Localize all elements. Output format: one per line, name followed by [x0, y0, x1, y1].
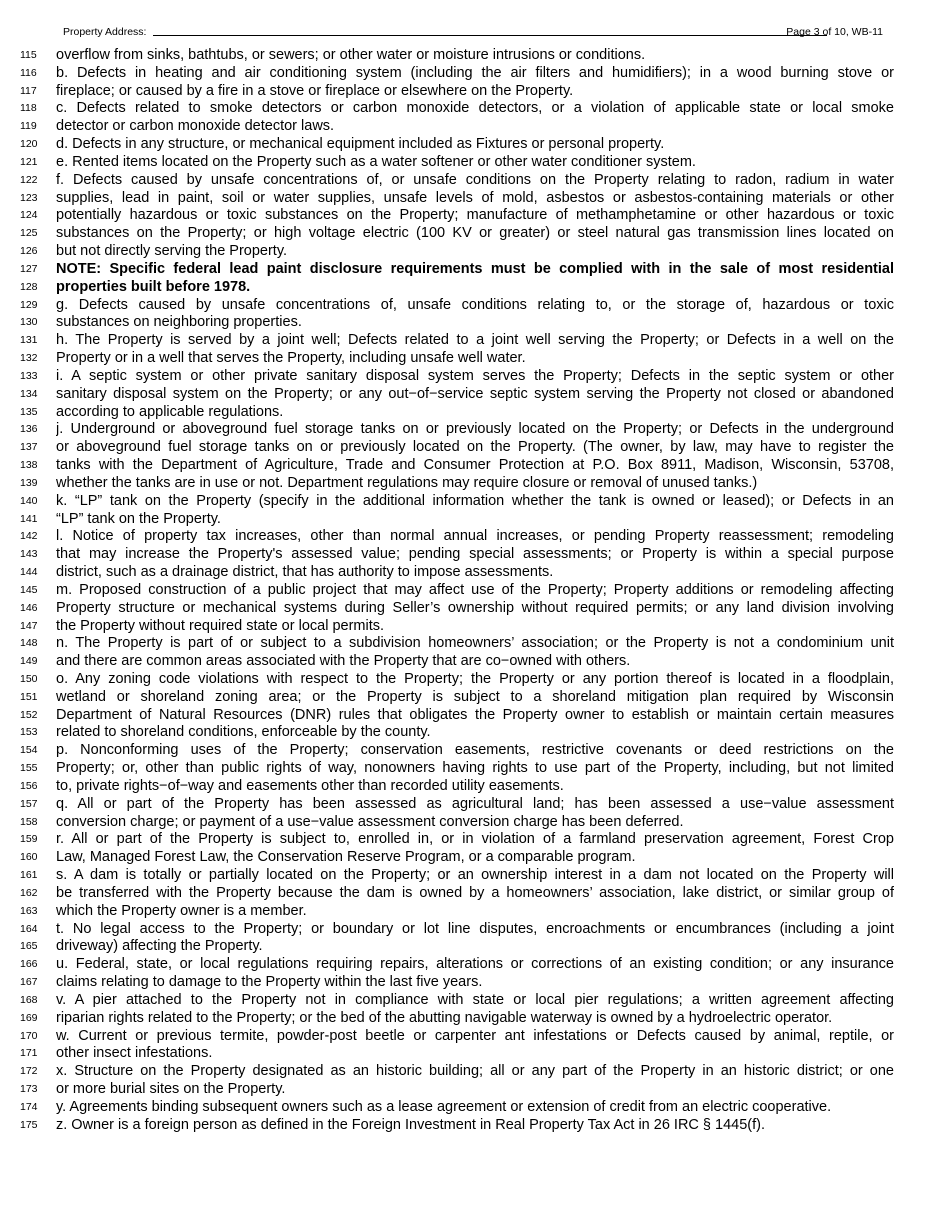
- document-line: [0, 225, 950, 243]
- document-line: [0, 154, 950, 172]
- line-number: 130: [20, 316, 38, 329]
- line-text: and there are common areas associated with the Property that are co−owned with others.: [56, 653, 631, 670]
- line-text: NOTE: Specific federal lead paint disclosure requirements must be complied with in the sale of most residential: [56, 260, 894, 277]
- document-line: [0, 1117, 950, 1135]
- document-line: [0, 582, 950, 600]
- document-line: [0, 707, 950, 725]
- document-line: [0, 172, 950, 190]
- line-text: Department of Natural Resources (DNR) rules that obligates the Property owner to establish or maintain certain measures: [56, 706, 894, 723]
- document-line: [0, 724, 950, 742]
- line-number: 161: [20, 869, 38, 882]
- line-text: e. Rented items located on the Property such as a water softener or other water conditioner system.: [56, 153, 696, 170]
- line-text: n. The Property is part of or subject to a subdivision homeowners’ association; or the Property is not a condominium unit: [56, 635, 894, 652]
- document-line: [0, 1028, 950, 1046]
- line-text: s. A dam is totally or partially located on the Property; or an ownership interest in a dam not located on the Property will: [56, 867, 894, 884]
- document-line: [0, 1063, 950, 1081]
- line-number: 146: [20, 601, 38, 614]
- line-number: 148: [20, 637, 38, 650]
- line-text: l. Notice of property tax increases, other than normal annual increases, or pending Property reassessment; remodeling: [56, 528, 894, 545]
- document-line: [0, 1010, 950, 1028]
- line-text: o. Any zoning code violations with respect to the Property; the Property or any portion thereof is located in a floodplain,: [56, 670, 894, 687]
- line-number: 129: [20, 298, 38, 311]
- document-line: [0, 100, 950, 118]
- line-text: i. A septic system or other private sanitary disposal system serves the Property; Defects in the septic system or other: [56, 367, 894, 384]
- line-text: g. Defects caused by unsafe concentrations of, unsafe conditions relating to, or the storage of, hazardous or toxic: [56, 296, 894, 313]
- property-address-label: Property Address:: [63, 26, 147, 38]
- line-number: 124: [20, 209, 38, 222]
- document-line: [0, 350, 950, 368]
- document-line: [0, 974, 950, 992]
- document-line: [0, 921, 950, 939]
- line-number: 126: [20, 245, 38, 258]
- line-text: district, such as a drainage district, that has authority to impose assessments.: [56, 564, 554, 581]
- line-text: Property or in a well that serves the Property, including unsafe well water.: [56, 350, 526, 367]
- line-number: 127: [20, 262, 38, 275]
- line-number: 164: [20, 922, 38, 935]
- line-text: h. The Property is served by a joint well; Defects related to a joint well serving the Property; or Defects in a well on the: [56, 332, 894, 349]
- line-number: 152: [20, 708, 38, 721]
- document-line: [0, 653, 950, 671]
- line-text: detector or carbon monoxide detector laws.: [56, 118, 335, 135]
- page-number: Page 3 of 10, WB-11: [786, 26, 883, 38]
- line-number: 166: [20, 958, 38, 971]
- document-line: [0, 903, 950, 921]
- document-line: [0, 1081, 950, 1099]
- line-number: 159: [20, 833, 38, 846]
- document-line: [0, 671, 950, 689]
- line-text: related to shoreland conditions, enforceable by the county.: [56, 724, 431, 741]
- line-text: driveway) affecting the Property.: [56, 938, 263, 955]
- line-text: w. Current or previous termite, powder-post beetle or carpenter ant infestations or Defects caused by animal, reptile, or: [56, 1027, 894, 1044]
- line-text: be transferred with the Property because the dam is owned by a homeowners’ association, lake district, or similar group of: [56, 884, 894, 901]
- line-number: 118: [20, 102, 37, 115]
- line-number: 175: [20, 1118, 38, 1131]
- document-line: [0, 65, 950, 83]
- line-text: tanks with the Department of Agriculture, Trade and Consumer Protection at P.O. Box 8911, Madison, Wisconsin, 53708,: [56, 457, 894, 474]
- line-number: 169: [20, 1011, 38, 1024]
- document-line: [0, 546, 950, 564]
- document-line: [0, 493, 950, 511]
- document-line: [0, 1099, 950, 1117]
- line-text: r. All or part of the Property is subject to, enrolled in, or in violation of a farmland preservation agreement, Forest Crop: [56, 831, 894, 848]
- document-line: [0, 796, 950, 814]
- line-number: 141: [20, 512, 38, 525]
- line-number: 151: [20, 690, 38, 703]
- document-line: [0, 564, 950, 582]
- line-text: Property structure or mechanical systems during Seller’s ownership without required permits; or any land division involving: [56, 599, 894, 616]
- document-line: [0, 136, 950, 154]
- line-text: Property; or, other than public rights of way, nonowners having rights to use part of the Property, including, but not limited: [56, 760, 894, 777]
- document-line: [0, 600, 950, 618]
- document-line: [0, 475, 950, 493]
- line-number: 128: [20, 280, 38, 293]
- line-number: 150: [20, 672, 38, 685]
- document-line: [0, 118, 950, 136]
- line-text: c. Defects related to smoke detectors or carbon monoxide detectors, or a violation of applicable state or local smoke: [56, 100, 894, 117]
- line-number: 134: [20, 387, 38, 400]
- document-line: [0, 849, 950, 867]
- document-line: [0, 760, 950, 778]
- document-line: [0, 635, 950, 653]
- line-number: 158: [20, 815, 38, 828]
- document-line: [0, 243, 950, 261]
- line-number: 154: [20, 744, 38, 757]
- document-line: [0, 867, 950, 885]
- document-line: [0, 279, 950, 297]
- line-text: u. Federal, state, or local regulations requiring repairs, alterations or corrections of an existing condition; or any insurance: [56, 956, 894, 973]
- line-number: 168: [20, 993, 38, 1006]
- line-text: overflow from sinks, bathtubs, or sewers; or other water or moisture intrusions or conditions.: [56, 47, 646, 63]
- line-text: “LP” tank on the Property.: [56, 510, 221, 527]
- document-line: [0, 261, 950, 279]
- line-number: 153: [20, 726, 38, 739]
- line-text: y. Agreements binding subsequent owners such as a lease agreement or extension of credit from an electric cooperative.: [56, 1098, 832, 1115]
- line-number: 137: [20, 441, 38, 454]
- line-text: or more burial sites on the Property.: [56, 1081, 286, 1098]
- line-text: sanitary disposal system on the Property; or any out−of−service septic system serving the Property not closed or abandoned: [56, 385, 894, 402]
- document-line: [0, 831, 950, 849]
- line-number: 119: [20, 120, 37, 133]
- line-text: supplies, lead in paint, soil or water supplies, unsafe levels of mold, asbestos or asbestos-containing materials or other: [56, 189, 894, 206]
- line-number: 139: [20, 476, 38, 489]
- document-line: [0, 689, 950, 707]
- line-text: v. A pier attached to the Property not in compliance with state or local pier regulations; a written agreement affecting: [56, 991, 894, 1008]
- document-line: [0, 368, 950, 386]
- line-text: m. Proposed construction of a public project that may affect use of the Property; Property additions or remodeling affecting: [56, 581, 894, 598]
- line-number: 143: [20, 548, 38, 561]
- line-number: 155: [20, 762, 38, 775]
- document-line: [0, 404, 950, 422]
- document-line: [0, 47, 950, 65]
- line-number: 123: [20, 191, 38, 204]
- line-number: 171: [20, 1047, 38, 1060]
- line-text: to, private rights−of−way and easements other than recorded utility easements.: [56, 777, 564, 794]
- property-address-field[interactable]: [153, 35, 827, 36]
- line-text: riparian rights related to the Property; or the bed of the abutting navigable waterway is owned by a hydroelectric operator.: [56, 1009, 833, 1026]
- line-text: properties built before 1978.: [56, 278, 251, 295]
- line-text: that may increase the Property's assessed value; pending special assessments; or Property is within a special purpose: [56, 546, 894, 563]
- line-text: f. Defects caused by unsafe concentrations of, or unsafe conditions on the Property relating to radon, radium in water: [56, 171, 894, 188]
- line-number: 136: [20, 423, 38, 436]
- document-line: [0, 778, 950, 796]
- document-line: [0, 1045, 950, 1063]
- line-text: conversion charge; or payment of a use−value assessment conversion charge has been deferred.: [56, 813, 684, 830]
- line-number: 122: [20, 173, 38, 186]
- document-line: [0, 742, 950, 760]
- line-number: 162: [20, 886, 38, 899]
- line-text: wetland or shoreland zoning area; or the Property is subject to a shoreland mitigation plan required by Wisconsin: [56, 688, 894, 705]
- document-line: [0, 207, 950, 225]
- line-number: 121: [20, 155, 38, 168]
- line-number: 173: [20, 1083, 38, 1096]
- line-text: according to applicable regulations.: [56, 403, 284, 420]
- document-line: [0, 938, 950, 956]
- line-number: 167: [20, 976, 38, 989]
- line-number: 120: [20, 138, 38, 151]
- line-number: 174: [20, 1100, 38, 1113]
- document-line: [0, 814, 950, 832]
- page-header: [63, 24, 883, 40]
- line-text: substances on the Property; or high voltage electric (100 KV or greater) or steel natural gas transmission lines located on: [56, 225, 894, 242]
- line-text: z. Owner is a foreign person as defined in the Foreign Investment in Real Property Tax Act in 26 IRC § 1445(f).: [56, 1116, 765, 1133]
- line-number: 147: [20, 619, 38, 632]
- line-number: 115: [20, 49, 37, 61]
- line-text: or aboveground fuel storage tanks on or previously located on the Property. (The owner, by law, may have to register the: [56, 439, 894, 456]
- document-line: [0, 83, 950, 101]
- line-text: x. Structure on the Property designated as an historic building; all or any part of the Property in an historic district; or one: [56, 1063, 894, 1080]
- line-number: 142: [20, 530, 38, 543]
- line-number: 131: [20, 334, 38, 347]
- line-number: 140: [20, 494, 38, 507]
- line-text: Law, Managed Forest Law, the Conservation Reserve Program, or a comparable program.: [56, 849, 636, 866]
- line-text: j. Underground or aboveground fuel storage tanks on or previously located on the Property; or Defects in the underground: [56, 421, 894, 438]
- document-line: [0, 190, 950, 208]
- line-number: 116: [20, 66, 37, 79]
- document-body: [0, 47, 950, 1135]
- line-text: p. Nonconforming uses of the Property; conservation easements, restrictive covenants or deed restrictions on the: [56, 742, 894, 759]
- line-text: but not directly serving the Property.: [56, 243, 288, 260]
- document-line: [0, 439, 950, 457]
- line-text: fireplace; or caused by a fire in a stove or fireplace or elsewhere on the Property.: [56, 82, 574, 99]
- line-text: d. Defects in any structure, or mechanical equipment included as Fixtures or personal property.: [56, 136, 665, 153]
- line-number: 160: [20, 851, 38, 864]
- line-number: 165: [20, 940, 38, 953]
- document-line: [0, 457, 950, 475]
- document-line: [0, 618, 950, 636]
- document-line: [0, 332, 950, 350]
- line-text: t. No legal access to the Property; or boundary or lot line disputes, encroachments or encumbrances (including a joint: [56, 920, 894, 937]
- line-number: 149: [20, 655, 38, 668]
- document-line: [0, 297, 950, 315]
- line-number: 144: [20, 566, 38, 579]
- line-number: 145: [20, 583, 38, 596]
- line-number: 156: [20, 779, 38, 792]
- line-number: 133: [20, 369, 38, 382]
- document-line: [0, 956, 950, 974]
- line-text: claims relating to damage to the Property within the last five years.: [56, 974, 483, 991]
- line-text: q. All or part of the Property has been assessed as agricultural land; has been assessed a use−value assessment: [56, 795, 894, 812]
- line-number: 135: [20, 405, 38, 418]
- line-text: substances on neighboring properties.: [56, 314, 302, 331]
- document-line: [0, 421, 950, 439]
- line-text: b. Defects in heating and air conditioning system (including the air filters and humidifiers); in a wood burning stove or: [56, 64, 894, 81]
- line-number: 157: [20, 797, 38, 810]
- line-number: 125: [20, 227, 38, 240]
- line-number: 163: [20, 904, 38, 917]
- line-text: other insect infestations.: [56, 1045, 213, 1062]
- document-line: [0, 314, 950, 332]
- line-text: the Property without required state or local permits.: [56, 617, 385, 634]
- line-text: potentially hazardous or toxic substances on the Property; manufacture of methamphetamine or other hazardous or toxic: [56, 207, 894, 224]
- document-line: [0, 511, 950, 529]
- document-line: [0, 528, 950, 546]
- line-number: 117: [20, 84, 37, 97]
- line-text: which the Property owner is a member.: [56, 902, 307, 919]
- line-number: 138: [20, 459, 38, 472]
- line-number: 170: [20, 1029, 38, 1042]
- document-line: [0, 386, 950, 404]
- document-line: [0, 885, 950, 903]
- line-number: 172: [20, 1065, 38, 1078]
- line-number: 132: [20, 352, 38, 365]
- line-text: k. “LP” tank on the Property (specify in the additional information whether the tank is owned or leased); or Defects in an: [56, 492, 894, 509]
- document-line: [0, 992, 950, 1010]
- line-text: whether the tanks are in use or not. Department regulations may require closure or removal of unused tanks.): [56, 474, 758, 491]
